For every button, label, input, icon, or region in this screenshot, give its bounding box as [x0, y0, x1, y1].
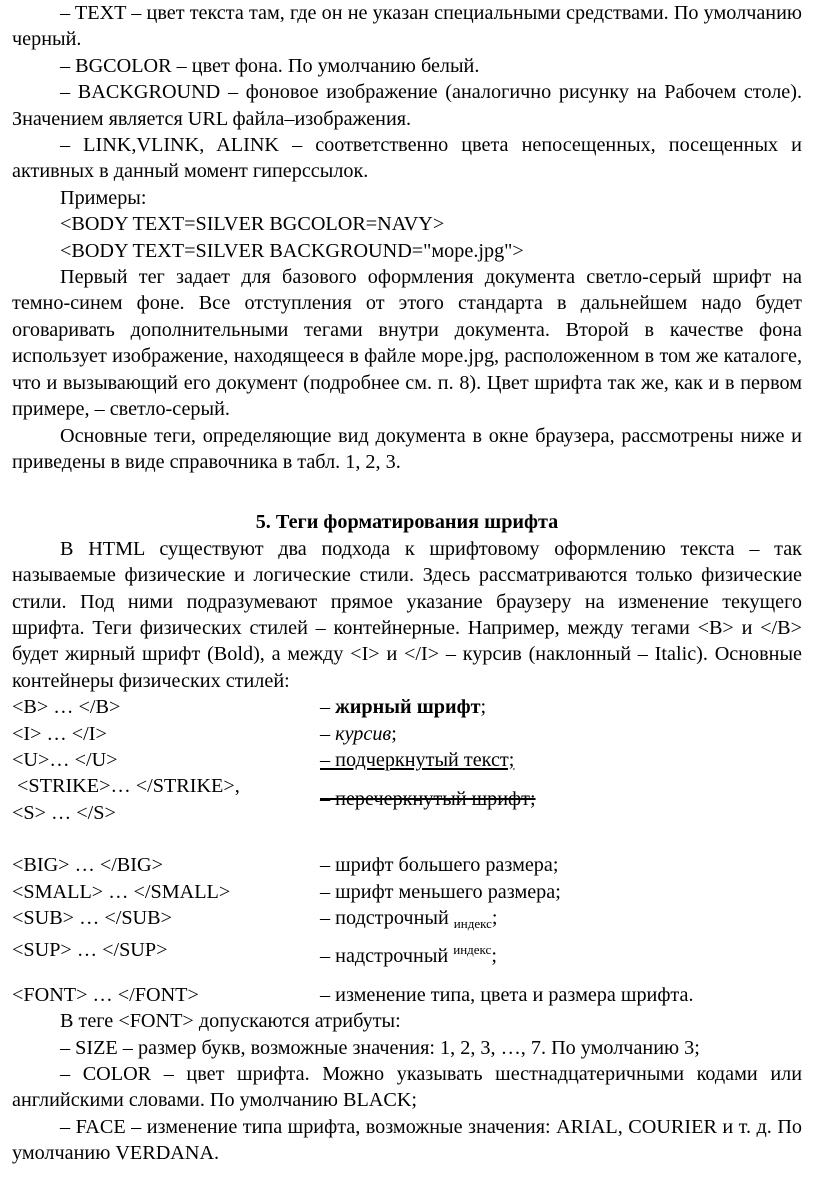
tag-code: <B> … </B>: [12, 696, 121, 719]
tag-code: <U>… </U>: [12, 748, 118, 771]
font-attr-color: – COLOR – цвет шрифта. Можно указывать шестнадцатеричными кодами или английскими словами. По умолчанию BLACK;: [12, 1063, 802, 1112]
tag-row-sub: [12, 905, 802, 937]
attr-text-item: – TEXT – цвет текста там, где он не указан специальными средствами. По умолчанию черный.: [12, 2, 802, 51]
document-page: [12, 0, 802, 1167]
section-title: 5. Теги форматирования шрифта: [255, 511, 559, 534]
example-code-2: <BODY TEXT=SILVER BACKGROUND="море.jpg">: [60, 239, 524, 262]
tag-description: – курсив;: [320, 722, 397, 745]
tag-description: – шрифт меньшего размера;: [320, 880, 561, 903]
examples-label: Примеры:: [60, 186, 147, 209]
tag-row-big: [12, 852, 802, 878]
tag-code: <STRIKE>… </STRIKE>,: [12, 775, 240, 798]
example-code-1: <BODY TEXT=SILVER BGCOLOR=NAVY>: [60, 213, 445, 236]
examples-explanation: Первый тег задает для базового оформления документа светло-серый шрифт на темно-синем фоне. Все отступления от этого стандарта в дальнейшем надо будет оговаривать дополнительными тегами внутри документа. Второй в качестве фона использует изображение, находящееся в файле море.jpg, расположенном в том же каталоге, что и вызывающий его документ (подробнее см. п. 8). Цвет шрифта так же, как и в первом примере, – светло-серый.: [12, 266, 802, 421]
tag-row-sup: [12, 937, 802, 969]
tag-description: – изменение типа, цвета и размера шрифта.: [320, 983, 694, 1006]
tag-code: <SUP> … </SUP>: [12, 939, 168, 962]
tag-description: – жирный шрифт;: [320, 696, 487, 719]
tag-code: <SMALL> … </SMALL>: [12, 880, 231, 903]
tag-description: – перечеркнутый шрифт;: [320, 788, 536, 811]
tag-row-small: [12, 879, 802, 905]
tag-code: <SUB> … </SUB>: [12, 907, 172, 929]
tag-description: – шрифт большего размера;: [320, 854, 559, 877]
tag-row-font: [12, 982, 802, 1008]
tag-row-bold: [12, 694, 802, 720]
tag-description: – подстрочный $_{индекс}$;: [320, 907, 498, 931]
font-attr-face: – FACE – изменение типа шрифта, возможные значения: ARIAL, COURIER и т. д. По умолчанию VERDANA.: [12, 1115, 802, 1165]
physical-styles-paragraph: В HTML существуют два подхода к шрифтовому оформлению текста – так называемые физические и логические стили. Здесь рассматриваются только физические стили. Под ними подразумевают прямое указание браузеру на изменение текущего шрифта. Теги физических стилей – контейнерные. Например, между тегами <B> и </B> будет жирный шрифт (Bold), а между <I> и </I> – курсив (наклонный – Italic). Основные контейнеры физических стилей:: [12, 537, 802, 692]
tag-row-strike: [12, 773, 802, 826]
attr-bgcolor-item: – BGCOLOR – цвет фона. По умолчанию белый.: [60, 54, 480, 77]
font-attrs-label: В теге <FONT> допускаются атрибуты:: [60, 1010, 401, 1033]
tag-description: – надстрочный $^{индекс}$;: [320, 942, 497, 968]
tag-code: <FONT> … </FONT>: [12, 983, 199, 1006]
tag-code: <S> … </S>: [12, 801, 116, 824]
attr-background-item: – BACKGROUND – фоновое изображение (аналогично рисунку на Рабочем столе). Значением является URL файла–изображения.: [12, 81, 802, 130]
tag-code-group: [12, 773, 320, 826]
tag-row-underline: [12, 747, 802, 773]
tag-code: <I> … </I>: [12, 722, 107, 745]
font-attr-size: – SIZE – размер букв, возможные значения: 1, 2, 3, …, 7. По умолчанию 3;: [60, 1036, 700, 1059]
tag-row-italic: [12, 721, 802, 747]
attr-link-item: – LINK,VLINK, ALINK – соответственно цвета непосещенных, посещенных и активных в данный момент гиперссылок.: [12, 134, 802, 183]
tag-code: <BIG> … </BIG>: [12, 854, 163, 877]
reference-paragraph: Основные теги, определяющие вид документа в окне браузера, рассмотрены ниже и приведены в виде справочника в табл. 1, 2, 3.: [12, 424, 802, 473]
tag-description: – подчеркнутый текст;: [320, 748, 515, 771]
